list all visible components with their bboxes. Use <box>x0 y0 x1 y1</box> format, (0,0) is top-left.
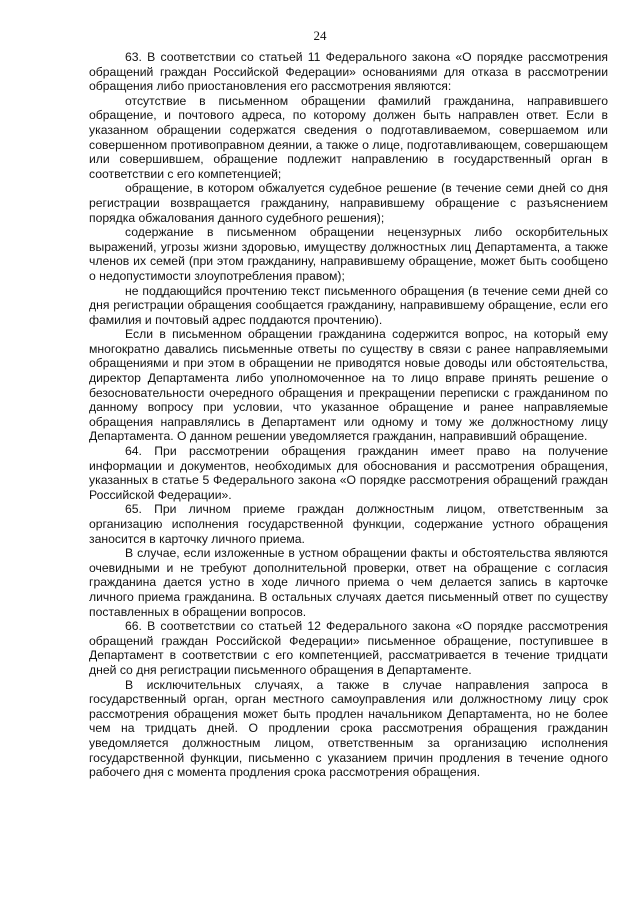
document-body <box>89 50 608 780</box>
paragraph-64: 64. При рассмотрении обращения гражданин имеет право на получение информации и документов, необходимых для обоснования и рассмотрения обращения, указанных в статье 5 Федерального закона «О порядке рассмотрения обращений граждан Российской Федерации». <box>89 444 608 502</box>
paragraph-repeated-appeal: Если в письменном обращении гражданина содержится вопрос, на который ему многократно давались письменные ответы по существу в связи с ранее направляемыми обращениями и при этом в обращении не приводятся новые доводы или обстоятельства, директор Департамента либо уполномоченное на то лицо вправе принять решение о безосновательности очередного обращения и прекращении переписки с гражданином по данному вопросу при условии, что указанное обращение и ранее направляемые обращения направлялись в Департамент или одному и тому же должностному лицу Департамента. О данном решении уведомляется гражданин, направивший обращение. <box>89 327 608 444</box>
page-number: 24 <box>313 28 327 43</box>
paragraph-63: 63. В соответствии со статьей 11 Федерального закона «О порядке рассмотрения обращений граждан Российской Федерации» основаниями для отказа в рассмотрении обращения либо приостановления его рассмотрения являются: <box>89 50 608 94</box>
paragraph-66: 66. В соответствии со статьей 12 Федерального закона «О порядке рассмотрения обращений граждан Российской Федерации» письменное обращение, поступившее в Департамент в соответствии с его компетенцией, рассматривается в течение тридцати дней со дня регистрации письменного обращения в Департаменте. <box>89 619 608 677</box>
paragraph-65: 65. При личном приеме граждан должностным лицом, ответственным за организацию исполнения государственной функции, содержание устного обращения заносится в карточку личного приема. <box>89 502 608 546</box>
paragraph-court-decision: обращение, в котором обжалуется судебное решение (в течение семи дней со дня регистрации возвращается гражданину, направившему обращение с разъяснением порядка обжалования данного судебного решения); <box>89 181 608 225</box>
paragraph-obscene-language: содержание в письменном обращении нецензурных либо оскорбительных выражений, угрозы жизни здоровью, имуществу должностных лиц Департамента, а также членов их семей (при этом гражданину, направившему обращение, может быть сообщено о недопустимости злоупотребления правом); <box>89 225 608 283</box>
paragraph-illegible-text: не поддающийся прочтению текст письменного обращения (в течение семи дней со дня регистрации обращения сообщается гражданину, направившему обращение, если его фамилия и почтовый адрес поддаются прочтению). <box>89 283 608 327</box>
paragraph-oral-answer: В случае, если изложенные в устном обращении факты и обстоятельства являются очевидными и не требуют дополнительной проверки, ответ на обращение с согласия гражданина дается устно в ходе личного приема о чем делается запись в карточке личного приема гражданина. В остальных случаях дается письменный ответ по существу поставленных в обращении вопросов. <box>89 546 608 619</box>
paragraph-no-name-address: отсутствие в письменном обращении фамилий гражданина, направившего обращение, и почтового адреса, по которому должен быть направлен ответ. Если в указанном обращении содержатся сведения о подготавливаемом, совершаемом или совершенном противоправном деянии, а также о лице, подготавливающем, совершающем или совершившем, обращение подлежит направлению в государственный орган в соответствии с его компетенцией; <box>89 93 608 181</box>
paragraph-extension: В исключительных случаях, а также в случае направления запроса в государственный орган, орган местного самоуправления или должностному лицу срок рассмотрения обращения может быть продлен начальником Департамента, но не более чем на тридцать дней. О продлении срока рассмотрения обращения гражданин уведомляется должностным лицом, ответственным за организацию исполнения государственной функции, письменно с указанием причин продления в течение одного рабочего дня с момента продления срока рассмотрения обращения. <box>89 677 608 780</box>
